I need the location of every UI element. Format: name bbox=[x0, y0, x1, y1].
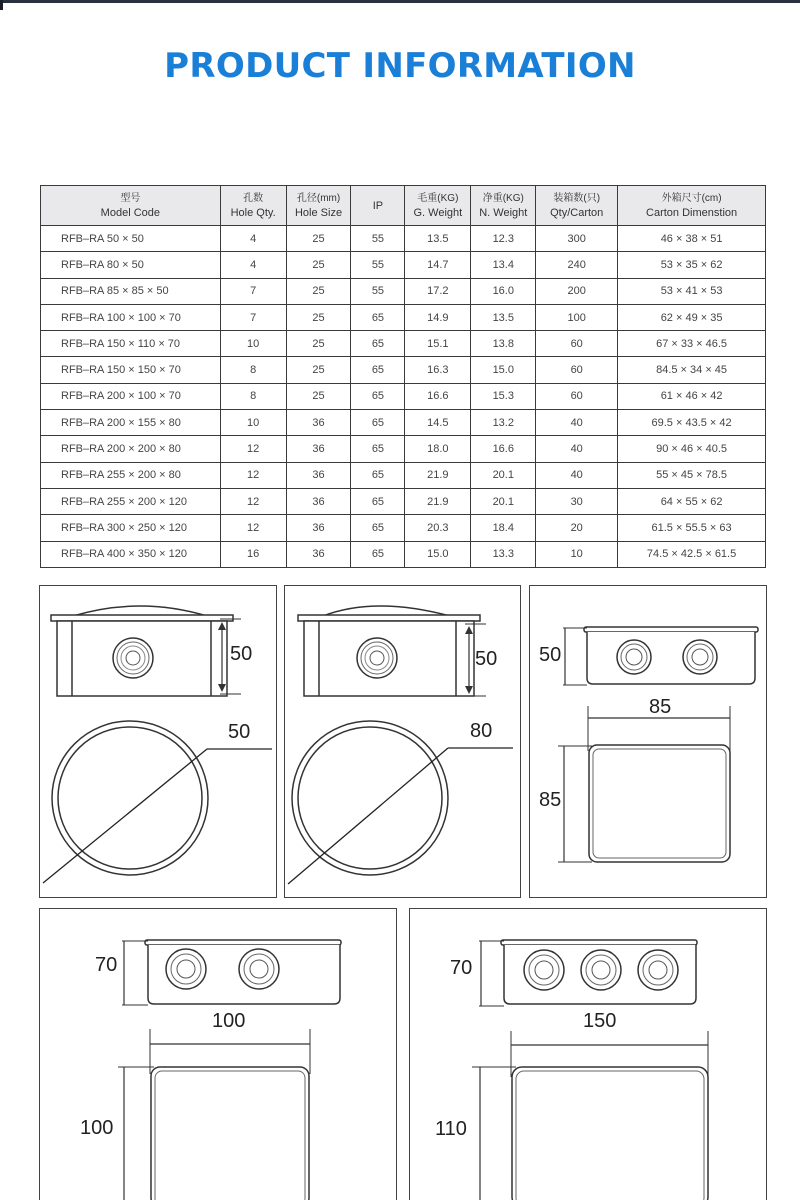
diagram-panel-round-80 bbox=[284, 585, 521, 898]
header-en: IP bbox=[372, 199, 384, 212]
table-cell: 61 × 46 × 42 bbox=[618, 383, 766, 409]
junction-box-100-drawing-icon bbox=[40, 909, 398, 1200]
table-cell: 60 bbox=[536, 383, 618, 409]
table-cell: 13.4 bbox=[471, 252, 536, 278]
header-en: Hole Size bbox=[294, 206, 343, 219]
table-cell: 65 bbox=[351, 331, 405, 357]
table-cell: 65 bbox=[351, 304, 405, 330]
table-cell: RFB–RA 85 × 85 × 50 bbox=[41, 278, 221, 304]
table-row bbox=[41, 357, 766, 383]
table-cell: 14.7 bbox=[405, 252, 471, 278]
table-cell: 4 bbox=[220, 252, 286, 278]
depth-dimension-label: 110 bbox=[435, 1118, 467, 1140]
table-cell: 36 bbox=[286, 410, 351, 436]
table-cell: RFB–RA 100 × 100 × 70 bbox=[41, 304, 221, 330]
table-row bbox=[41, 488, 766, 514]
table-cell: 10 bbox=[536, 541, 618, 567]
top-border-bar bbox=[0, 0, 800, 3]
table-cell: 12 bbox=[220, 436, 286, 462]
table-cell: 12 bbox=[220, 515, 286, 541]
table-cell: 90 × 46 × 40.5 bbox=[618, 436, 766, 462]
table-cell: 36 bbox=[286, 488, 351, 514]
table-cell: 16 bbox=[220, 541, 286, 567]
header-cn: 外箱尺寸(cm) bbox=[661, 192, 722, 204]
table-cell: 25 bbox=[286, 252, 351, 278]
table-cell: 65 bbox=[351, 515, 405, 541]
table-cell: RFB–RA 50 × 50 bbox=[41, 226, 221, 252]
table-cell: 20.1 bbox=[471, 462, 536, 488]
table-cell: RFB–RA 80 × 50 bbox=[41, 252, 221, 278]
table-cell: 12.3 bbox=[471, 226, 536, 252]
table-row bbox=[41, 252, 766, 278]
table-cell: 65 bbox=[351, 383, 405, 409]
table-cell: 40 bbox=[536, 410, 618, 436]
table-cell: RFB–RA 255 × 200 × 80 bbox=[41, 462, 221, 488]
table-cell: 13.3 bbox=[471, 541, 536, 567]
table-cell: 84.5 × 34 × 45 bbox=[618, 357, 766, 383]
table-cell: 15.0 bbox=[405, 541, 471, 567]
table-cell: 15.1 bbox=[405, 331, 471, 357]
table-row bbox=[41, 541, 766, 567]
header-cn: 孔数 bbox=[243, 192, 264, 204]
table-cell: 62 × 49 × 35 bbox=[618, 304, 766, 330]
table-row bbox=[41, 226, 766, 252]
junction-box-150-drawing-icon bbox=[410, 909, 768, 1200]
table-cell: RFB–RA 150 × 110 × 70 bbox=[41, 331, 221, 357]
table-cell: 18.0 bbox=[405, 436, 471, 462]
table-cell: RFB–RA 200 × 100 × 70 bbox=[41, 383, 221, 409]
table-row bbox=[41, 331, 766, 357]
table-row bbox=[41, 304, 766, 330]
table-cell: 60 bbox=[536, 331, 618, 357]
table-cell: 53 × 35 × 62 bbox=[618, 252, 766, 278]
table-cell: 20.1 bbox=[471, 488, 536, 514]
table-header-row bbox=[41, 186, 766, 226]
header-hole-qty bbox=[220, 186, 286, 226]
diagram-panel-150x110 bbox=[409, 908, 767, 1200]
table-cell: 55 bbox=[351, 278, 405, 304]
table-cell: 65 bbox=[351, 410, 405, 436]
height-dimension-label: 50 bbox=[475, 648, 498, 670]
header-carton-dimension bbox=[618, 186, 766, 226]
table-cell: 46 × 38 × 51 bbox=[618, 226, 766, 252]
table-cell: 30 bbox=[536, 488, 618, 514]
table-cell: 16.6 bbox=[405, 383, 471, 409]
diameter-dimension-label: 50 bbox=[228, 721, 251, 743]
diagram-panel-square-85 bbox=[529, 585, 767, 898]
header-en: G. Weight bbox=[413, 206, 463, 219]
top-corner-mark bbox=[0, 0, 3, 10]
page-title: PRODUCT INFORMATION bbox=[164, 46, 636, 86]
table-cell: 17.2 bbox=[405, 278, 471, 304]
table-cell: 16.0 bbox=[471, 278, 536, 304]
height-dimension-label: 50 bbox=[539, 644, 562, 666]
table-cell: 4 bbox=[220, 226, 286, 252]
height-dimension-label: 70 bbox=[95, 954, 118, 976]
junction-box-85-drawing-icon bbox=[530, 586, 768, 899]
table-cell: 36 bbox=[286, 436, 351, 462]
table-cell: 12 bbox=[220, 462, 286, 488]
table-cell: RFB–RA 400 × 350 × 120 bbox=[41, 541, 221, 567]
table-cell: RFB–RA 200 × 200 × 80 bbox=[41, 436, 221, 462]
table-cell: 25 bbox=[286, 278, 351, 304]
table-cell: 65 bbox=[351, 488, 405, 514]
diagram-panel-round-50 bbox=[39, 585, 277, 898]
table-cell: 21.9 bbox=[405, 462, 471, 488]
table-cell: 10 bbox=[220, 410, 286, 436]
diagram-panel-100x100 bbox=[39, 908, 397, 1200]
table-cell: 10 bbox=[220, 331, 286, 357]
table-cell: 14.9 bbox=[405, 304, 471, 330]
table-row bbox=[41, 436, 766, 462]
table-cell: 25 bbox=[286, 331, 351, 357]
table-cell: 7 bbox=[220, 304, 286, 330]
table-cell: 36 bbox=[286, 515, 351, 541]
header-qty-carton bbox=[536, 186, 618, 226]
diameter-dimension-label: 80 bbox=[470, 720, 493, 742]
header-cn: 毛重(KG) bbox=[417, 192, 459, 204]
header-en: N. Weight bbox=[479, 206, 528, 219]
table-row bbox=[41, 410, 766, 436]
width-dimension-label: 100 bbox=[212, 1010, 246, 1032]
table-cell: 65 bbox=[351, 357, 405, 383]
width-dimension-label: 150 bbox=[583, 1010, 617, 1032]
table-cell: 36 bbox=[286, 462, 351, 488]
table-cell: 14.5 bbox=[405, 410, 471, 436]
header-cn: 净重(KG) bbox=[482, 192, 524, 204]
table-cell: 67 × 33 × 46.5 bbox=[618, 331, 766, 357]
header-net-weight bbox=[471, 186, 536, 226]
depth-dimension-label: 85 bbox=[539, 789, 562, 811]
width-dimension-label: 85 bbox=[649, 696, 672, 718]
table-cell: 61.5 × 55.5 × 63 bbox=[618, 515, 766, 541]
table-cell: 100 bbox=[536, 304, 618, 330]
table-cell: 25 bbox=[286, 304, 351, 330]
table-cell: 16.6 bbox=[471, 436, 536, 462]
header-gross-weight bbox=[405, 186, 471, 226]
table-cell: 13.5 bbox=[405, 226, 471, 252]
table-cell: 55 × 45 × 78.5 bbox=[618, 462, 766, 488]
table-row bbox=[41, 515, 766, 541]
table-row bbox=[41, 278, 766, 304]
table-cell: 65 bbox=[351, 462, 405, 488]
table-cell: 18.4 bbox=[471, 515, 536, 541]
table-cell: 65 bbox=[351, 541, 405, 567]
header-cn: 孔径(mm) bbox=[296, 192, 341, 204]
depth-dimension-label: 100 bbox=[80, 1117, 114, 1139]
header-en: Carton Dimenstion bbox=[646, 206, 738, 219]
table-cell: 12 bbox=[220, 488, 286, 514]
table-row bbox=[41, 383, 766, 409]
table-cell: 13.5 bbox=[471, 304, 536, 330]
header-cn: 型号 bbox=[120, 192, 141, 204]
height-dimension-label: 50 bbox=[230, 643, 253, 665]
table-cell: 25 bbox=[286, 226, 351, 252]
table-cell: 20 bbox=[536, 515, 618, 541]
table-cell: RFB–RA 300 × 250 × 120 bbox=[41, 515, 221, 541]
table-cell: 15.0 bbox=[471, 357, 536, 383]
table-cell: 13.2 bbox=[471, 410, 536, 436]
height-dimension-label: 70 bbox=[450, 957, 473, 979]
header-en: Qty/Carton bbox=[550, 206, 604, 219]
table-cell: 55 bbox=[351, 226, 405, 252]
table-cell: RFB–RA 255 × 200 × 120 bbox=[41, 488, 221, 514]
header-hole-size bbox=[286, 186, 351, 226]
product-spec-table bbox=[40, 185, 766, 568]
table-cell: 20.3 bbox=[405, 515, 471, 541]
table-cell: 64 × 55 × 62 bbox=[618, 488, 766, 514]
table-cell: 53 × 41 × 53 bbox=[618, 278, 766, 304]
table-cell: 13.8 bbox=[471, 331, 536, 357]
table-cell: 8 bbox=[220, 383, 286, 409]
table-row bbox=[41, 462, 766, 488]
table-cell: 200 bbox=[536, 278, 618, 304]
table-cell: 300 bbox=[536, 226, 618, 252]
table-cell: RFB–RA 150 × 150 × 70 bbox=[41, 357, 221, 383]
table-cell: 15.3 bbox=[471, 383, 536, 409]
header-en: Hole Qty. bbox=[230, 206, 276, 219]
table-cell: 25 bbox=[286, 383, 351, 409]
table-cell: 240 bbox=[536, 252, 618, 278]
header-en: Model Code bbox=[100, 206, 160, 219]
table-cell: 16.3 bbox=[405, 357, 471, 383]
table-cell: 8 bbox=[220, 357, 286, 383]
header-model-code bbox=[41, 186, 221, 226]
header-ip bbox=[351, 186, 405, 226]
table-cell: 60 bbox=[536, 357, 618, 383]
table-cell: 36 bbox=[286, 541, 351, 567]
table-cell: 55 bbox=[351, 252, 405, 278]
header-cn: 装箱数(只) bbox=[553, 192, 601, 204]
table-cell: 40 bbox=[536, 462, 618, 488]
table-cell: 40 bbox=[536, 436, 618, 462]
table-cell: 65 bbox=[351, 436, 405, 462]
table-cell: 69.5 × 43.5 × 42 bbox=[618, 410, 766, 436]
table-cell: 7 bbox=[220, 278, 286, 304]
table-cell: RFB–RA 200 × 155 × 80 bbox=[41, 410, 221, 436]
table-cell: 74.5 × 42.5 × 61.5 bbox=[618, 541, 766, 567]
table-cell: 25 bbox=[286, 357, 351, 383]
table-cell: 21.9 bbox=[405, 488, 471, 514]
